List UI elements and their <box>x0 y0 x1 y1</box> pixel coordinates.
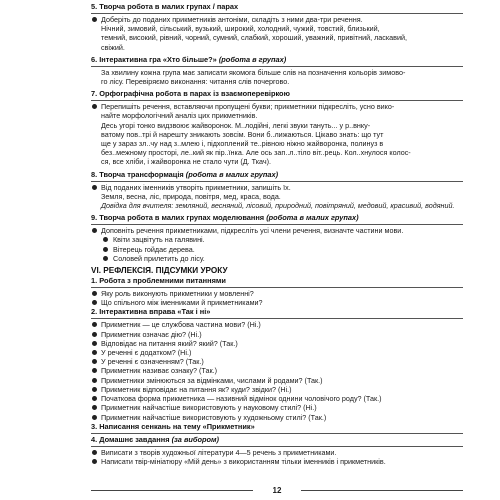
bullet-dot-icon <box>92 17 97 22</box>
bullet-dot-icon <box>103 247 108 252</box>
yes-no-item: Прикметник — це службова частина мови? (Ні.) <box>91 320 463 329</box>
section-9-sentence: Квіти зацвітуть на галявині. <box>91 235 463 244</box>
bullet-dot-icon <box>92 300 97 305</box>
section-7-line: ще у зараз зл..чу над з..млею і, підхоплений те..рівною ніжно жайворонка, полинуз в <box>101 139 384 149</box>
footer-rule-right <box>301 490 463 491</box>
bullet-dot-icon <box>92 459 97 464</box>
content-column <box>91 2 463 466</box>
section-9-task: Доповніть речення прикметниками, підкресліть усі члени речення, визначте частини мови. <box>91 226 463 235</box>
yes-no-item: Відповідає на питання який? який? (Так.) <box>91 339 463 348</box>
section-6-line: За хвилину кожна група має записати якомога більше слів на позначення кольорів зимово- <box>101 67 406 77</box>
reflection-4 <box>91 435 463 466</box>
reflection-1-question: Що спільного між іменниками й прикметниками? <box>91 298 463 307</box>
yes-no-item: Прикметник відповідає на питання як? куди? звідки? (Ні.) <box>91 385 463 394</box>
reflection-3-title: 3. Написання сенкань на тему «Прикметник» <box>91 422 463 434</box>
section-9-sentence: Соловей прилетить до лісу. <box>91 254 463 263</box>
bullet-dot-icon <box>92 341 97 346</box>
section-7-title: 7. Орфографічна робота в парах із взаємоперевіркою <box>91 89 463 101</box>
yes-no-item: Прикметник найчастіше використовують у науковому стилі? (Ні.) <box>91 403 463 412</box>
section-6 <box>91 55 463 86</box>
yes-no-item: Прикметник означає дію? (Ні.) <box>91 330 463 339</box>
section-8-title: 8. Творча трансформація (робота в малих групах) <box>91 170 463 182</box>
section-5-line: Нічний, зимовий, сільський, вузький, широкий, холодний, чужий, товстий, близький, <box>101 24 380 34</box>
bullet-dot-icon <box>92 378 97 383</box>
yes-no-item: Прикметник найчастіше використовують у художньому стилі? (Так.) <box>91 413 463 422</box>
reflection-heading: VI. РЕФЛЕКСІЯ. ПІДСУМКИ УРОКУ <box>91 266 228 276</box>
reflection-1 <box>91 276 463 307</box>
bullet-dot-icon <box>92 450 97 455</box>
page-number: 12 <box>272 486 282 495</box>
bullet-dot-icon <box>92 387 97 392</box>
section-7-task: Перепишіть речення, вставляючи пропущені букви; прикметники підкресліть, усно вико- <box>91 102 463 111</box>
homework-item: Виписати з творів художньої літератури 4—5 речень з прикметниками. <box>91 448 463 457</box>
bullet-dot-icon <box>92 332 97 337</box>
section-5-line: свіжий. <box>101 42 125 52</box>
section-5-task: Доберіть до поданих прикметників антоніми, складіть з ними два-три речення. <box>91 15 463 24</box>
section-6-title: 6. Інтерактивна гра «Хто більше?» (робота в групах) <box>91 55 463 67</box>
bullet-dot-icon <box>92 405 97 410</box>
section-7-line: Десь угорі тонко видзвоює жайворонок. М..лодійні, легкі звуки тануть... у р..внку- <box>101 120 371 130</box>
section-7-line: без..межному просторі, ле..кий як пір..їнка. Але ось зап..л..тіло віт..рець. Кол..хнулося колос- <box>101 148 411 158</box>
bullet-dot-icon <box>92 185 97 190</box>
bullet-dot-icon <box>92 350 97 355</box>
bullet-dot-icon <box>92 104 97 109</box>
section-5-title: 5. Творча робота в малих групах / парах <box>91 2 463 14</box>
bullet-dot-icon <box>92 228 97 233</box>
reflection-3 <box>91 422 463 434</box>
section-5-line: темний, високий, рівний, чорний, сумний, слабкий, хороший, уважний, привітний, ласкавий, <box>101 33 408 43</box>
bullet-dot-icon <box>103 256 108 261</box>
yes-no-item: Прикметник називає ознаку? (Так.) <box>91 366 463 375</box>
yes-no-item: Прикметники змінюються за відмінками, числами й родами? (Так.) <box>91 376 463 385</box>
reflection-1-question: Яку роль виконують прикметники у мовленні? <box>91 289 463 298</box>
section-5 <box>91 2 463 52</box>
reflection-2-title: 2. Інтерактивна вправа «Так і ні» <box>91 307 463 319</box>
section-8-task: Від поданих іменників утворіть прикметники, запишіть їх. <box>91 183 463 192</box>
yes-no-item: У реченні є означенням? (Так.) <box>91 357 463 366</box>
bullet-dot-icon <box>92 291 97 296</box>
page-footer <box>91 486 463 496</box>
section-9-sentence: Вітерець гойдає дерева. <box>91 245 463 254</box>
homework-item: Написати твір-мініатюру «Мій день» з використанням тільки іменників і прикметників. <box>91 457 463 466</box>
section-8-words: Земля, весна, ліс, природа, повітря, мед, краса, вода. <box>101 191 281 201</box>
section-7 <box>91 89 463 166</box>
bullet-dot-icon <box>92 396 97 401</box>
yes-no-item: У реченні є додатком? (Ні.) <box>91 348 463 357</box>
section-6-line: го лісу. Перевіряємо виконання: читання слів почергово. <box>101 77 290 87</box>
section-7-line: ватому пов..трі й нарешту зникають зовсім. Вони б..лижаються. Цікаво знать: що тут <box>101 129 384 139</box>
section-7-line: ся, все хліби, і жайворонка не стало чути (Д. Ткач). <box>101 157 272 167</box>
section-9-title: 9. Творча робота в малих групах моделювання (робота в малих групах) <box>91 213 463 225</box>
bullet-dot-icon <box>92 322 97 327</box>
reflection-4-title: 4. Домашнє завдання (за вибором) <box>91 435 463 447</box>
bullet-dot-icon <box>103 237 108 242</box>
bullet-dot-icon <box>92 415 97 420</box>
reflection-2 <box>91 307 463 421</box>
section-8 <box>91 170 463 211</box>
bullet-dot-icon <box>92 368 97 373</box>
section-7-task-cont: найте морфологічний аналіз цих прикметників. <box>101 111 258 121</box>
section-9 <box>91 213 463 263</box>
yes-no-item: Початкова форма прикметника — називний відмінок однини чоловічого роду? (Так.) <box>91 394 463 403</box>
section-8-teacher-note: Довідка для вчителя: земляний, весняний, лісовий, природний, повітряний, медовий, красивий, водяний. <box>101 201 455 211</box>
bullet-dot-icon <box>92 359 97 364</box>
reflection-1-title: 1. Робота з проблемними питаннями <box>91 276 463 288</box>
